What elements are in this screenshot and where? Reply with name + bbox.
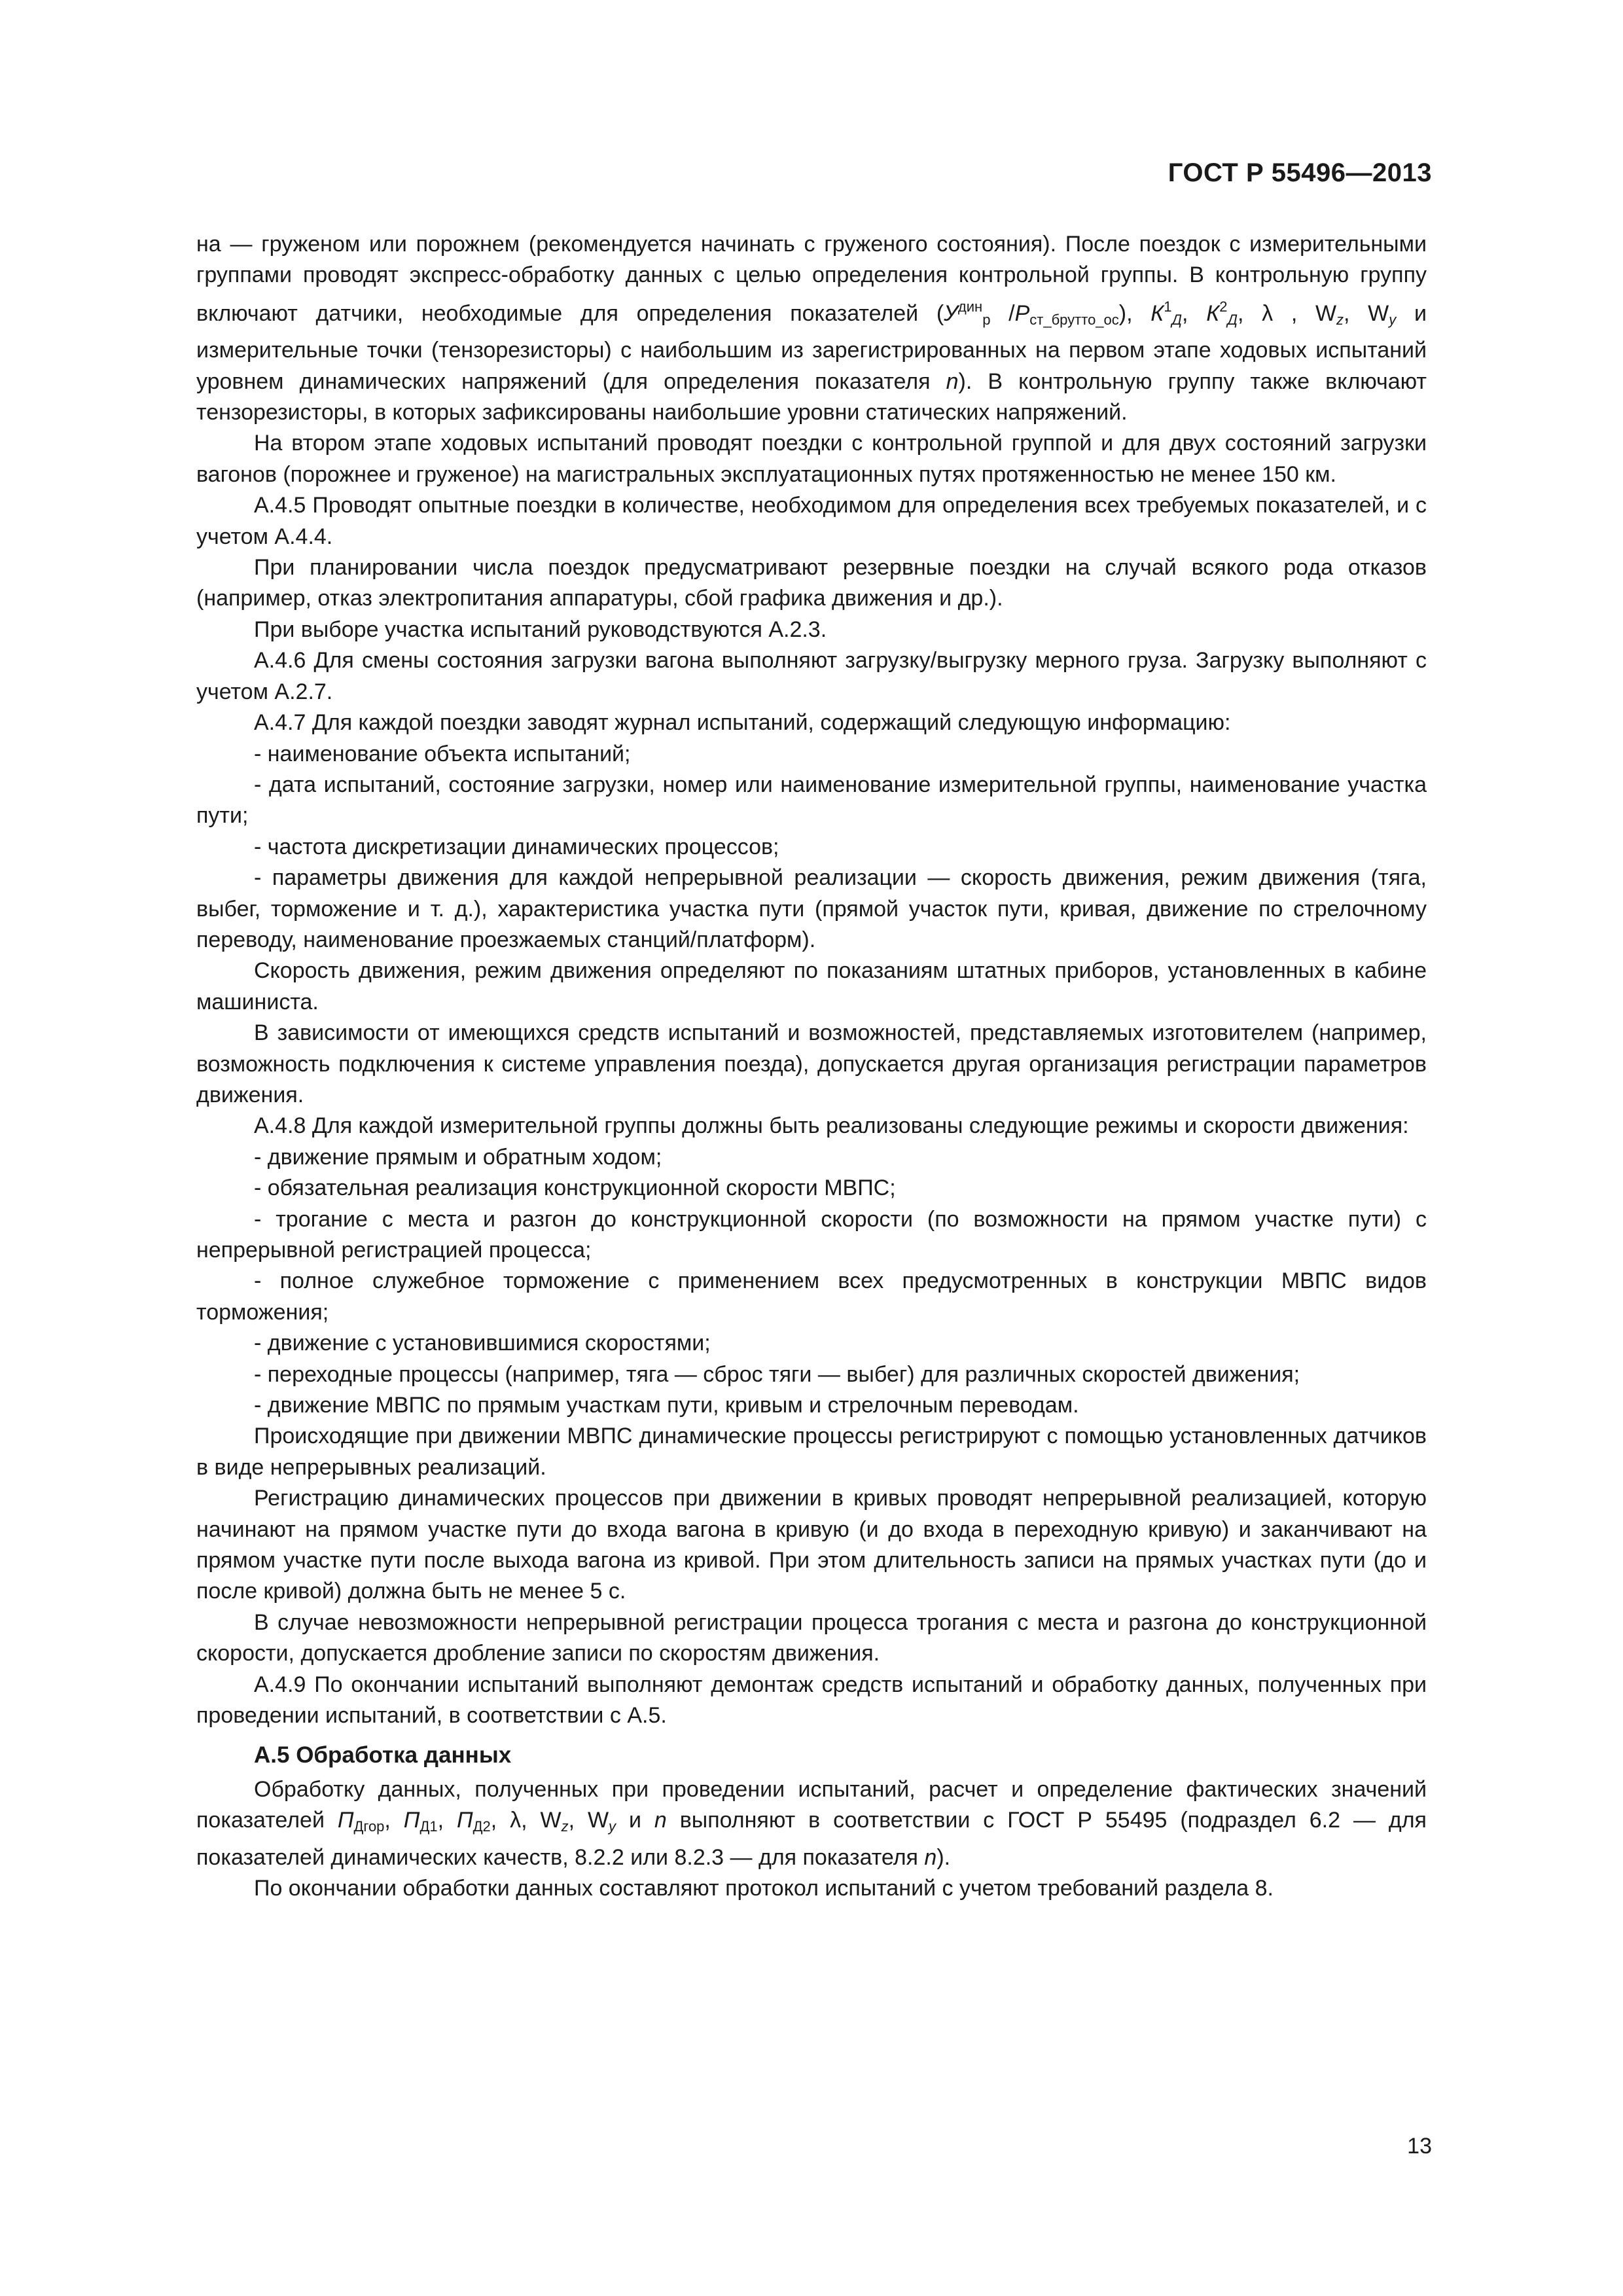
subscript: Дгор <box>353 1818 385 1835</box>
text-fragment: , W <box>568 1808 609 1833</box>
section-heading-a-5: А.5 Обработка данных <box>254 1742 512 1768</box>
subscript: Д1 <box>419 1818 438 1835</box>
list-item: - переходные процессы (например, тяга — сброс тяги — выбег) для различных скоростей движения; <box>254 1361 1300 1387</box>
symbol-k2: К <box>1206 300 1220 326</box>
subscript: z <box>1336 311 1344 328</box>
paragraph-control-group <box>196 229 1427 428</box>
symbol-p: Р <box>1014 300 1030 326</box>
paragraph-a-4-7: А.4.7 Для каждой поездки заводят журнал испытаний, содержащий следующую информацию: <box>254 710 1231 736</box>
text-fragment: , λ, W <box>490 1808 562 1833</box>
paragraph: Происходящие при движении МВПС динамические процессы регистрируют с помощью установленных датчиков в виде непрерывных реализаций. <box>196 1424 1427 1480</box>
text-fragment: / <box>990 300 1015 326</box>
symbol-p-d2: П <box>456 1808 473 1833</box>
subscript: Д <box>1227 311 1238 328</box>
paragraph: При выборе участка испытаний руководствуются А.2.3. <box>254 617 827 642</box>
paragraph-a-4-5: А.4.5 Проводят опытные поездки в количестве, необходимом для определения всех требуемых показателей, и с учетом А.4.4. <box>196 493 1427 549</box>
paragraph: В зависимости от имеющихся средств испытаний и возможностей, представляемых изготовителем (например, возможность подключения к системе управления поезда), допускается другая организация регистрации параметров движения. <box>196 1020 1427 1107</box>
list-item: - движение с установившимися скоростями; <box>254 1331 711 1356</box>
text-fragment: ). В контрольную группу также включают тензорезисторы, в которых зафиксированы наибольшие уровни статических напряжений. <box>196 368 1427 425</box>
paragraph-data-processing <box>196 1774 1427 1873</box>
subscript: y <box>1389 311 1397 328</box>
text-fragment: ), <box>1118 300 1151 326</box>
subscript: ст_брутто_ос <box>1029 311 1119 328</box>
symbol-n: n <box>654 1808 667 1833</box>
text-fragment: на — груженом или порожнем (рекомендуется начинать с груженого состояния). После поездок с измерительными группами проводят экспресс-обработку данных с целью определения контрольной группы. В контрольную группу включают датчики, необходимые для определения показателей ( <box>196 232 1427 326</box>
text-fragment: и <box>616 1808 654 1833</box>
paragraph-a-4-9: А.4.9 По окончании испытаний выполняют демонтаж средств испытаний и обработку данных, полученных при проведении испытаний, в соответствии с А.5. <box>196 1672 1427 1729</box>
document-body <box>196 229 1427 1905</box>
list-item: - трогание с места и разгон до конструкционной скорости (по возможности на прямом участке пути) с непрерывной регистрацией процесса; <box>196 1206 1427 1263</box>
superscript: 1 <box>1164 298 1172 315</box>
subscript: р <box>982 311 991 328</box>
document-header: ГОСТ Р 55496—2013 <box>1168 158 1432 187</box>
text-fragment: , <box>384 1808 404 1833</box>
subscript: z <box>561 1818 569 1835</box>
paragraph: При планировании числа поездок предусматривают резервные поездки на случай всякого рода отказов (например, отказ электропитания аппаратуры, сбой графика движения и др.). <box>196 555 1427 611</box>
symbol-p-d1: П <box>403 1808 420 1833</box>
paragraph-a-4-8: А.4.8 Для каждой измерительной группы должны быть реализованы следующие режимы и скорости движения: <box>254 1113 1409 1139</box>
paragraph: В случае невозможности непрерывной регистрации процесса трогания с места и разгона до конструкционной скорости, допускается дробление записи по скоростям движения. <box>196 1609 1427 1666</box>
subscript: Д <box>1171 311 1183 328</box>
list-item: - движение МВПС по прямым участкам пути, кривым и стрелочным переводам. <box>254 1393 1079 1418</box>
paragraph: По окончании обработки данных составляют протокол испытаний с учетом требований раздела 8. <box>254 1876 1274 1901</box>
list-item: - наименование объекта испытаний; <box>254 741 631 766</box>
list-item: - обязательная реализация конструкционной скорости МВПС; <box>254 1175 896 1201</box>
text-fragment: Обработку данных, полученных при проведении испытаний, расчет и определение фактических значений показателей <box>196 1776 1427 1833</box>
superscript: 2 <box>1219 298 1228 315</box>
superscript: дин <box>957 298 983 315</box>
list-item: - движение прямым и обратным ходом; <box>254 1144 662 1170</box>
list-item: - полное служебное торможение с применением всех предусмотренных в конструкции МВПС видов торможения; <box>196 1268 1427 1325</box>
list-item: - частота дискретизации динамических процессов; <box>254 834 779 859</box>
paragraph: Регистрацию динамических процессов при движении в кривых проводят непрерывной реализацией, которую начинают на прямом участке пути до входа вагона в кривую (и до входа в переходную кривую) и заканчивают на прямом участке пути после выхода вагона из кривой. При этом длительность записи на прямых участках пути (до и после кривой) должна быть не менее 5 с. <box>196 1486 1427 1604</box>
symbol-n: n <box>946 368 959 394</box>
subscript: Д2 <box>473 1818 491 1835</box>
symbol-k1: К <box>1150 300 1164 326</box>
paragraph-a-4-6: А.4.6 Для смены состояния загрузки вагона выполняют загрузку/выгрузку мерного груза. Загрузку выполняют с учетом А.2.7. <box>196 648 1427 704</box>
page-number: 13 <box>1407 2134 1432 2159</box>
paragraph: На втором этапе ходовых испытаний проводят поездки с контрольной группой и для двух состояний загрузки вагонов (порожнее и груженое) на магистральных эксплуатационных путях протяженностью не менее 150 км. <box>196 431 1427 487</box>
text-fragment: , W <box>1344 300 1389 326</box>
text-fragment: ). <box>936 1844 951 1870</box>
symbol-n: n <box>924 1844 937 1870</box>
text-fragment: , <box>1182 300 1207 326</box>
list-item: - параметры движения для каждой непрерывной реализации — скорость движения, режим движения (тяга, выбег, торможение и т. д.), характеристика участка пути (прямой участок пути, кривая, движение по стрелочному переводу, наименование проезжаемых станций/платформ). <box>196 865 1427 952</box>
paragraph: Скорость движения, режим движения определяют по показаниям штатных приборов, установленных в кабине машиниста. <box>196 958 1427 1014</box>
subscript: y <box>609 1818 616 1835</box>
text-fragment: и измерительные точки (тензорезисторы) с наибольшим из зарегистрированных на первом этапе ходовых испытаний уровнем динамических напряжений (для определения показателя <box>196 300 1427 394</box>
text-fragment: выполняют в соответствии с ГОСТ Р 55495 (подраздел 6.2 — для показателей динамических качеств, 8.2.2 или 8.2.3 — для показателя <box>196 1808 1427 1870</box>
list-item: - дата испытаний, состояние загрузки, номер или наименование измерительной группы, наименование участка пути; <box>196 772 1427 829</box>
symbol-p-dgor: П <box>337 1808 354 1833</box>
text-fragment: , λ , W <box>1237 300 1337 326</box>
symbol-y: У <box>944 300 958 326</box>
text-fragment: , <box>437 1808 457 1833</box>
